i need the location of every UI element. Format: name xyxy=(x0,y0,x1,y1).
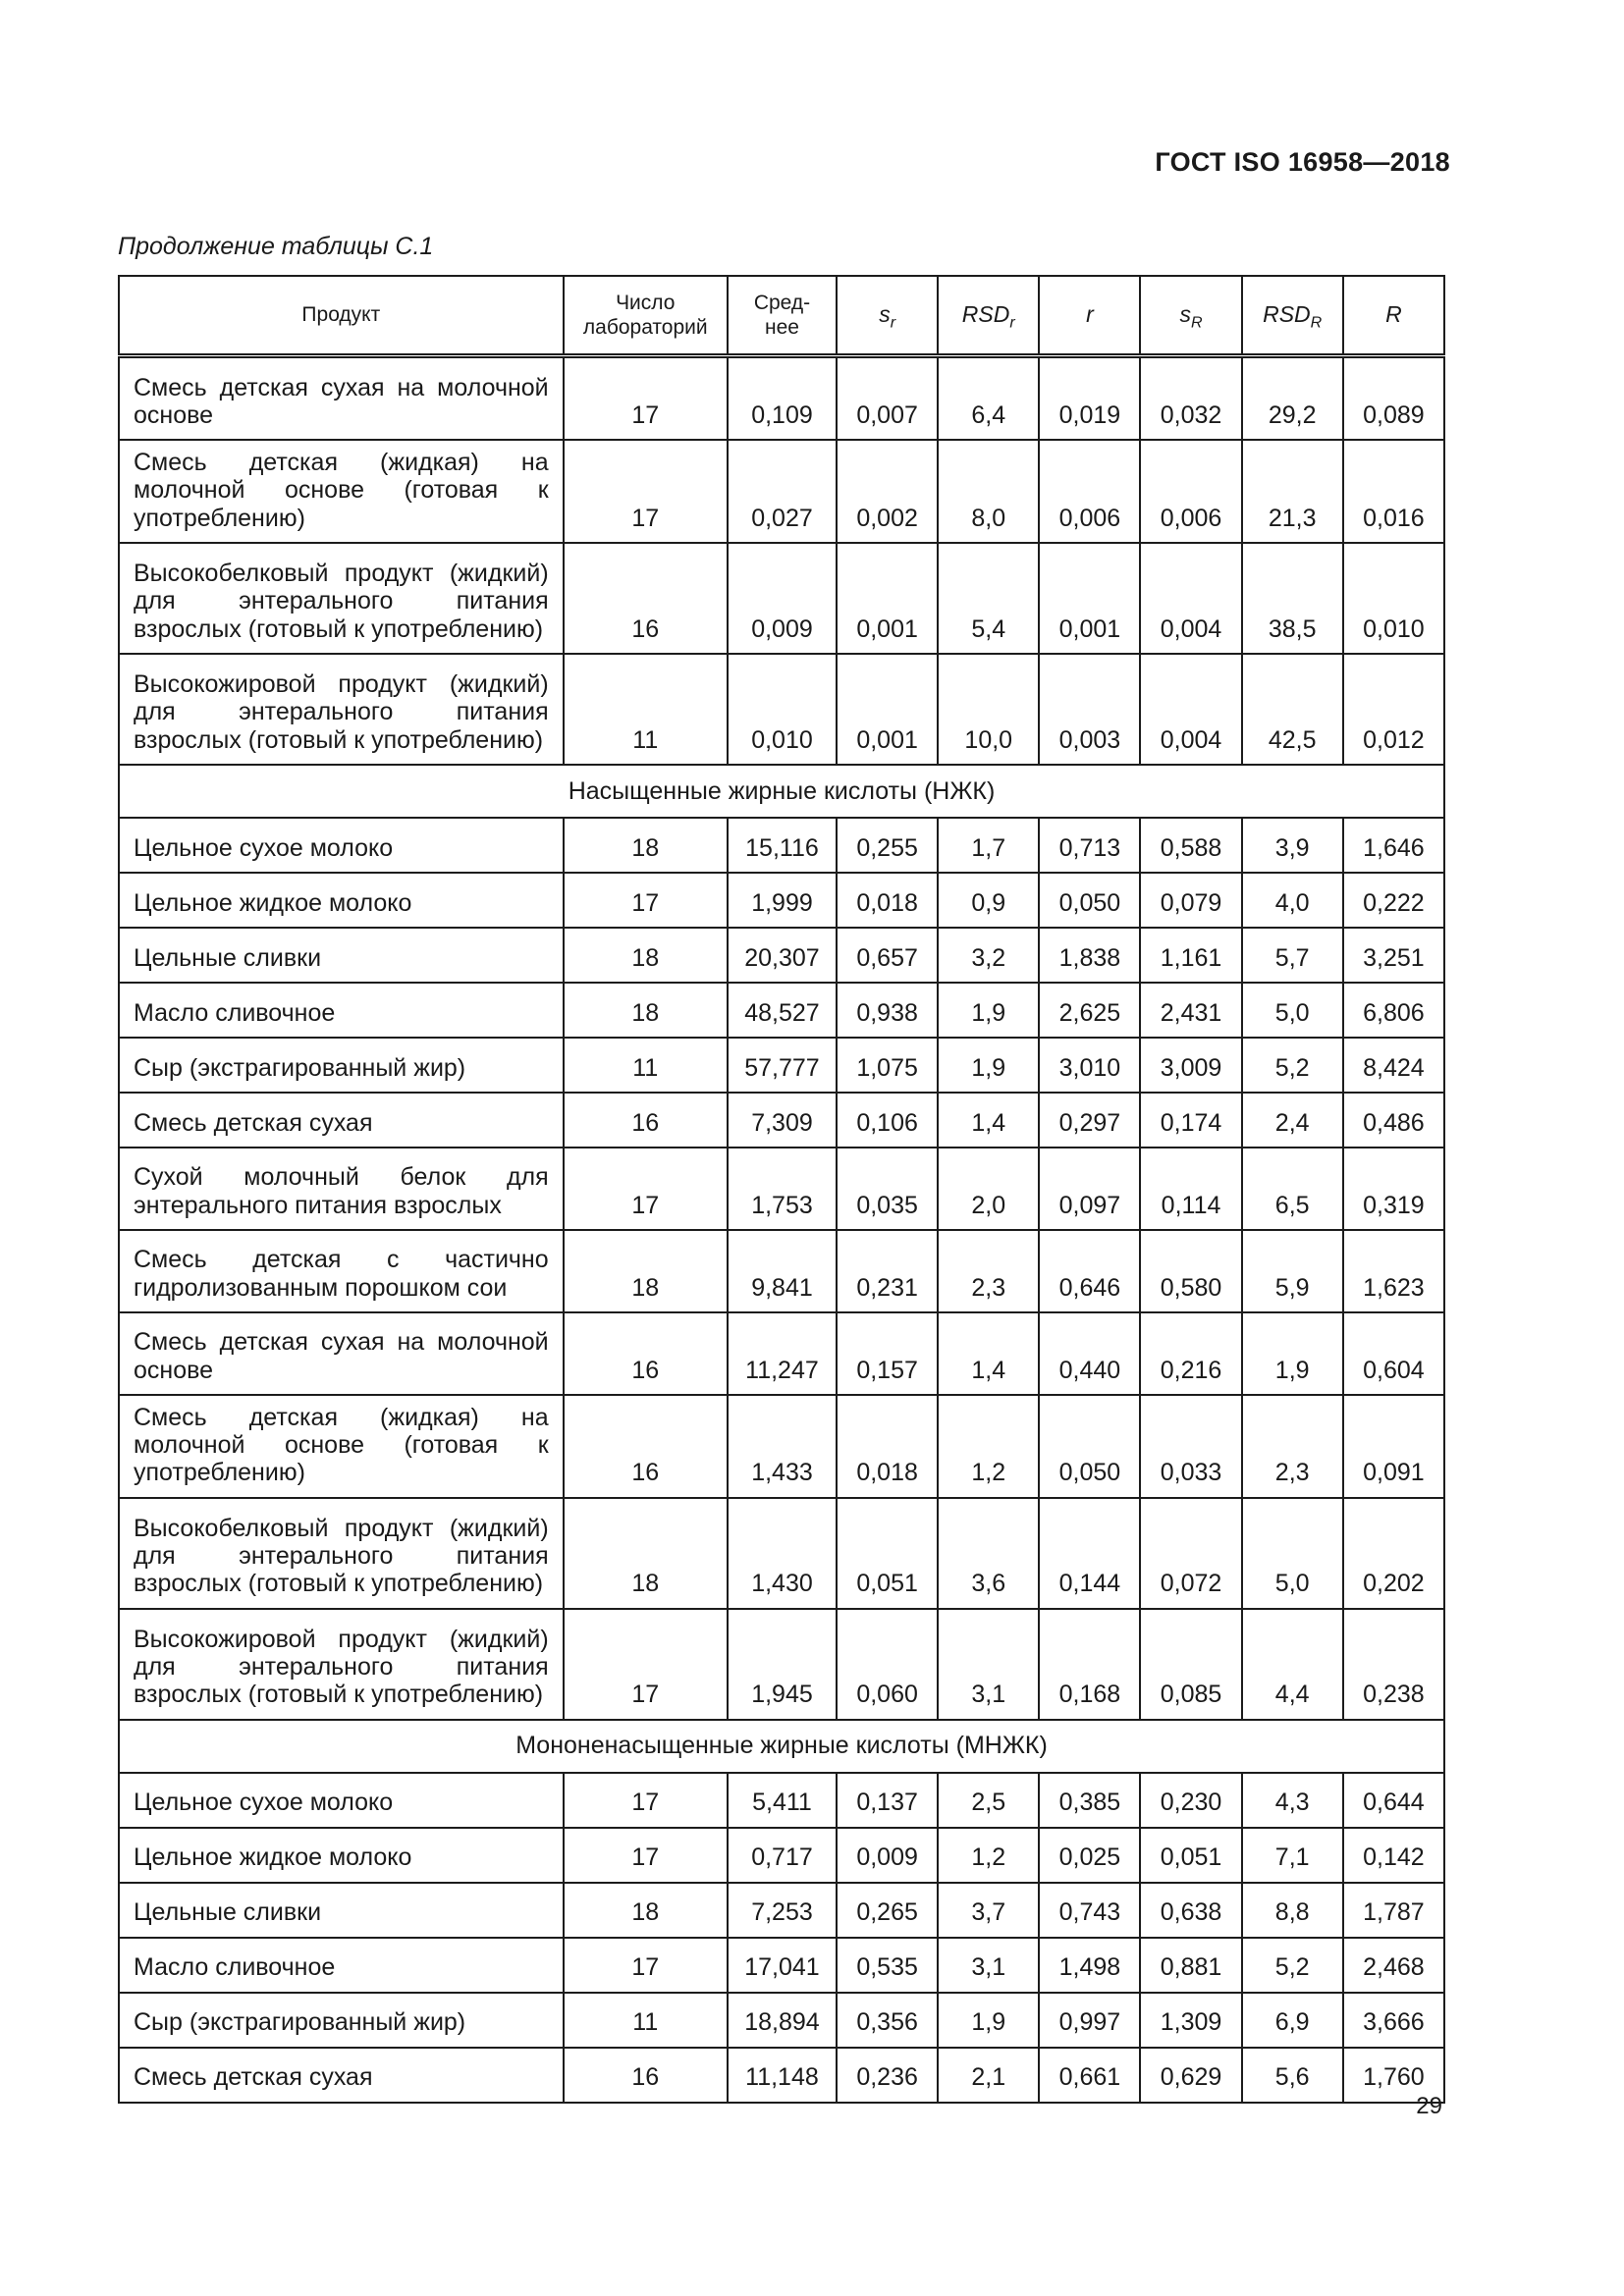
cell-R: 0,091 xyxy=(1343,1395,1444,1498)
cell-product: Смесь детская сухая на молочной основе xyxy=(119,356,564,441)
cell-mean: 0,109 xyxy=(728,356,837,441)
cell-R: 3,666 xyxy=(1343,1993,1444,2048)
col-header-rsdr: $RSD_r$ xyxy=(938,276,1039,356)
cell-rsdr: 1,4 xyxy=(938,1312,1039,1395)
cell-product: Цельное жидкое молоко xyxy=(119,1828,564,1883)
cell-sR: 0,085 xyxy=(1140,1609,1241,1720)
cell-sr: 1,075 xyxy=(837,1038,938,1093)
cell-product: Цельное сухое молоко xyxy=(119,1773,564,1828)
cell-R: 0,604 xyxy=(1343,1312,1444,1395)
cell-mean: 11,148 xyxy=(728,2048,837,2103)
cell-R: 0,089 xyxy=(1343,356,1444,441)
table-header-row xyxy=(119,276,1444,356)
cell-sr: 0,265 xyxy=(837,1883,938,1938)
cell-R: 2,468 xyxy=(1343,1938,1444,1993)
cell-rsdr: 1,9 xyxy=(938,983,1039,1038)
cell-sr: 0,938 xyxy=(837,983,938,1038)
table-body xyxy=(119,356,1444,2103)
cell-sR: 0,032 xyxy=(1140,356,1241,441)
cell-labs: 17 xyxy=(564,1938,728,1993)
cell-rsdR: 7,1 xyxy=(1242,1828,1343,1883)
cell-labs: 16 xyxy=(564,1395,728,1498)
cell-mean: 7,253 xyxy=(728,1883,837,1938)
cell-R: 3,251 xyxy=(1343,928,1444,983)
cell-mean: 20,307 xyxy=(728,928,837,983)
cell-r: 0,050 xyxy=(1039,1395,1140,1498)
cell-R: 1,623 xyxy=(1343,1230,1444,1312)
cell-sR: 0,072 xyxy=(1140,1498,1241,1609)
cell-sR: 0,004 xyxy=(1140,543,1241,654)
table-row xyxy=(119,1609,1444,1720)
cell-rsdR: 5,6 xyxy=(1242,2048,1343,2103)
cell-mean: 0,010 xyxy=(728,654,837,765)
col-header-R: R xyxy=(1343,276,1444,356)
cell-R: 0,012 xyxy=(1343,654,1444,765)
cell-sr: 0,001 xyxy=(837,654,938,765)
cell-labs: 11 xyxy=(564,654,728,765)
cell-rsdR: 6,9 xyxy=(1242,1993,1343,2048)
cell-R: 0,142 xyxy=(1343,1828,1444,1883)
cell-sR: 0,216 xyxy=(1140,1312,1241,1395)
cell-rsdR: 5,9 xyxy=(1242,1230,1343,1312)
cell-sr: 0,231 xyxy=(837,1230,938,1312)
cell-rsdR: 2,4 xyxy=(1242,1093,1343,1148)
cell-r: 0,713 xyxy=(1039,818,1140,873)
table-row xyxy=(119,2048,1444,2103)
cell-rsdR: 2,3 xyxy=(1242,1395,1343,1498)
cell-R: 1,646 xyxy=(1343,818,1444,873)
cell-sr: 0,051 xyxy=(837,1498,938,1609)
table-row xyxy=(119,1773,1444,1828)
cell-R: 0,222 xyxy=(1343,873,1444,928)
table-row xyxy=(119,1312,1444,1395)
cell-product: Сыр (экстрагированный жир) xyxy=(119,1038,564,1093)
cell-rsdr: 6,4 xyxy=(938,356,1039,441)
cell-r: 0,001 xyxy=(1039,543,1140,654)
cell-r: 0,646 xyxy=(1039,1230,1140,1312)
data-table xyxy=(118,275,1445,2104)
col-header-sr: $s_r$ xyxy=(837,276,938,356)
col-header-sR: $s_R$ xyxy=(1140,276,1241,356)
cell-sR: 3,009 xyxy=(1140,1038,1241,1093)
cell-rsdr: 1,2 xyxy=(938,1828,1039,1883)
table-row xyxy=(119,1148,1444,1230)
cell-mean: 1,433 xyxy=(728,1395,837,1498)
cell-rsdr: 3,1 xyxy=(938,1938,1039,1993)
cell-r: 0,050 xyxy=(1039,873,1140,928)
cell-rsdR: 6,5 xyxy=(1242,1148,1343,1230)
cell-rsdr: 2,5 xyxy=(938,1773,1039,1828)
cell-R: 0,010 xyxy=(1343,543,1444,654)
cell-sR: 0,174 xyxy=(1140,1093,1241,1148)
cell-product: Масло сливочное xyxy=(119,983,564,1038)
cell-sr: 0,236 xyxy=(837,2048,938,2103)
cell-r: 0,144 xyxy=(1039,1498,1140,1609)
cell-sR: 0,588 xyxy=(1140,818,1241,873)
cell-sr: 0,657 xyxy=(837,928,938,983)
cell-product: Сухой молочный белок для энтерального питания взрослых xyxy=(119,1148,564,1230)
col-header-rsdR: $RSD_R$ xyxy=(1242,276,1343,356)
cell-rsdR: 29,2 xyxy=(1242,356,1343,441)
cell-rsdR: 5,2 xyxy=(1242,1938,1343,1993)
cell-sR: 0,033 xyxy=(1140,1395,1241,1498)
cell-rsdr: 3,7 xyxy=(938,1883,1039,1938)
cell-sr: 0,157 xyxy=(837,1312,938,1395)
cell-r: 0,168 xyxy=(1039,1609,1140,1720)
page-number: 29 xyxy=(1416,2093,1442,2119)
cell-sR: 0,881 xyxy=(1140,1938,1241,1993)
cell-sr: 0,535 xyxy=(837,1938,938,1993)
cell-sr: 0,137 xyxy=(837,1773,938,1828)
table-row xyxy=(119,356,1444,441)
cell-mean: 11,247 xyxy=(728,1312,837,1395)
cell-r: 2,625 xyxy=(1039,983,1140,1038)
cell-rsdR: 8,8 xyxy=(1242,1883,1343,1938)
cell-R: 1,787 xyxy=(1343,1883,1444,1938)
cell-rsdr: 8,0 xyxy=(938,440,1039,543)
cell-sr: 0,018 xyxy=(837,873,938,928)
cell-R: 0,238 xyxy=(1343,1609,1444,1720)
cell-rsdr: 2,3 xyxy=(938,1230,1039,1312)
cell-sR: 0,629 xyxy=(1140,2048,1241,2103)
table-caption: Продолжение таблицы С.1 xyxy=(118,233,434,260)
cell-labs: 18 xyxy=(564,818,728,873)
cell-mean: 15,116 xyxy=(728,818,837,873)
cell-R: 0,319 xyxy=(1343,1148,1444,1230)
cell-mean: 0,009 xyxy=(728,543,837,654)
cell-product: Смесь детская (жидкая) на молочной основе (готовая к употреблению) xyxy=(119,1395,564,1498)
cell-product: Смесь детская сухая xyxy=(119,1093,564,1148)
cell-rsdr: 2,0 xyxy=(938,1148,1039,1230)
cell-sR: 1,161 xyxy=(1140,928,1241,983)
cell-sR: 0,079 xyxy=(1140,873,1241,928)
table-row xyxy=(119,818,1444,873)
cell-sr: 0,018 xyxy=(837,1395,938,1498)
cell-sr: 0,002 xyxy=(837,440,938,543)
cell-product: Цельные сливки xyxy=(119,928,564,983)
cell-r: 0,025 xyxy=(1039,1828,1140,1883)
cell-rsdr: 5,4 xyxy=(938,543,1039,654)
cell-mean: 18,894 xyxy=(728,1993,837,2048)
cell-rsdR: 4,4 xyxy=(1242,1609,1343,1720)
document-code: ГОСТ ISO 16958—2018 xyxy=(1155,147,1450,177)
cell-product: Высокобелковый продукт (жидкий) для энтерального питания взрослых (готовый к употреблению) xyxy=(119,1498,564,1609)
cell-r: 0,997 xyxy=(1039,1993,1140,2048)
cell-rsdR: 1,9 xyxy=(1242,1312,1343,1395)
cell-labs: 16 xyxy=(564,1312,728,1395)
cell-mean: 1,945 xyxy=(728,1609,837,1720)
cell-sr: 0,060 xyxy=(837,1609,938,1720)
cell-labs: 17 xyxy=(564,1773,728,1828)
cell-mean: 5,411 xyxy=(728,1773,837,1828)
cell-r: 0,019 xyxy=(1039,356,1140,441)
cell-rsdR: 5,0 xyxy=(1242,983,1343,1038)
table-row xyxy=(119,1498,1444,1609)
cell-r: 0,003 xyxy=(1039,654,1140,765)
section-title: Мононенасыщенные жирные кислоты (МНЖК) xyxy=(119,1720,1444,1773)
section-row xyxy=(119,1720,1444,1773)
cell-mean: 7,309 xyxy=(728,1093,837,1148)
table-row xyxy=(119,983,1444,1038)
col-header-labs: Число лабораторий xyxy=(564,276,728,356)
cell-product: Цельное сухое молоко xyxy=(119,818,564,873)
cell-labs: 18 xyxy=(564,1498,728,1609)
cell-rsdr: 3,1 xyxy=(938,1609,1039,1720)
table-row xyxy=(119,1038,1444,1093)
table-row xyxy=(119,873,1444,928)
cell-rsdr: 1,2 xyxy=(938,1395,1039,1498)
cell-sr: 0,035 xyxy=(837,1148,938,1230)
cell-rsdR: 5,0 xyxy=(1242,1498,1343,1609)
cell-rsdr: 3,6 xyxy=(938,1498,1039,1609)
cell-product: Смесь детская (жидкая) на молочной основе (готовая к употреблению) xyxy=(119,440,564,543)
cell-labs: 11 xyxy=(564,1038,728,1093)
cell-sr: 0,255 xyxy=(837,818,938,873)
cell-rsdr: 1,7 xyxy=(938,818,1039,873)
cell-r: 0,743 xyxy=(1039,1883,1140,1938)
cell-labs: 17 xyxy=(564,873,728,928)
section-row xyxy=(119,765,1444,818)
cell-rsdR: 42,5 xyxy=(1242,654,1343,765)
cell-mean: 1,999 xyxy=(728,873,837,928)
cell-r: 0,297 xyxy=(1039,1093,1140,1148)
section-title: Насыщенные жирные кислоты (НЖК) xyxy=(119,765,1444,818)
cell-sR: 1,309 xyxy=(1140,1993,1241,2048)
cell-rsdr: 10,0 xyxy=(938,654,1039,765)
cell-sr: 0,356 xyxy=(837,1993,938,2048)
cell-mean: 57,777 xyxy=(728,1038,837,1093)
cell-mean: 0,027 xyxy=(728,440,837,543)
cell-sR: 0,051 xyxy=(1140,1828,1241,1883)
cell-rsdr: 3,2 xyxy=(938,928,1039,983)
cell-rsdr: 0,9 xyxy=(938,873,1039,928)
cell-labs: 17 xyxy=(564,1828,728,1883)
cell-mean: 9,841 xyxy=(728,1230,837,1312)
cell-sr: 0,106 xyxy=(837,1093,938,1148)
cell-rsdR: 38,5 xyxy=(1242,543,1343,654)
cell-rsdR: 5,2 xyxy=(1242,1038,1343,1093)
cell-labs: 16 xyxy=(564,1093,728,1148)
cell-sR: 0,114 xyxy=(1140,1148,1241,1230)
cell-r: 0,385 xyxy=(1039,1773,1140,1828)
cell-labs: 18 xyxy=(564,928,728,983)
cell-r: 0,006 xyxy=(1039,440,1140,543)
cell-rsdR: 3,9 xyxy=(1242,818,1343,873)
cell-mean: 1,430 xyxy=(728,1498,837,1609)
cell-mean: 48,527 xyxy=(728,983,837,1038)
cell-r: 1,498 xyxy=(1039,1938,1140,1993)
cell-sR: 2,431 xyxy=(1140,983,1241,1038)
cell-labs: 17 xyxy=(564,1609,728,1720)
cell-labs: 11 xyxy=(564,1993,728,2048)
table-row xyxy=(119,1395,1444,1498)
cell-mean: 0,717 xyxy=(728,1828,837,1883)
table-row xyxy=(119,1230,1444,1312)
cell-sR: 0,230 xyxy=(1140,1773,1241,1828)
cell-product: Цельные сливки xyxy=(119,1883,564,1938)
cell-sR: 0,004 xyxy=(1140,654,1241,765)
cell-sR: 0,638 xyxy=(1140,1883,1241,1938)
cell-rsdR: 5,7 xyxy=(1242,928,1343,983)
cell-labs: 17 xyxy=(564,1148,728,1230)
cell-rsdr: 1,9 xyxy=(938,1038,1039,1093)
cell-R: 0,486 xyxy=(1343,1093,1444,1148)
cell-r: 1,838 xyxy=(1039,928,1140,983)
cell-sr: 0,009 xyxy=(837,1828,938,1883)
cell-product: Высокобелковый продукт (жидкий) для энтерального питания взрослых (готовый к употреблению) xyxy=(119,543,564,654)
col-header-r: r xyxy=(1039,276,1140,356)
cell-product: Масло сливочное xyxy=(119,1938,564,1993)
cell-product: Смесь детская с частично гидролизованным порошком сои xyxy=(119,1230,564,1312)
cell-product: Высокожировой продукт (жидкий) для энтерального питания взрослых (готовый к употреблению) xyxy=(119,1609,564,1720)
cell-product: Цельное жидкое молоко xyxy=(119,873,564,928)
cell-r: 3,010 xyxy=(1039,1038,1140,1093)
cell-R: 0,202 xyxy=(1343,1498,1444,1609)
cell-r: 0,440 xyxy=(1039,1312,1140,1395)
cell-product: Сыр (экстрагированный жир) xyxy=(119,1993,564,2048)
cell-R: 0,016 xyxy=(1343,440,1444,543)
col-header-mean: Сред- нее xyxy=(728,276,837,356)
cell-sr: 0,007 xyxy=(837,356,938,441)
table-row xyxy=(119,440,1444,543)
cell-labs: 18 xyxy=(564,1883,728,1938)
table-row xyxy=(119,1828,1444,1883)
cell-rsdR: 21,3 xyxy=(1242,440,1343,543)
cell-labs: 18 xyxy=(564,1230,728,1312)
cell-rsdr: 1,9 xyxy=(938,1993,1039,2048)
cell-labs: 17 xyxy=(564,440,728,543)
cell-rsdR: 4,0 xyxy=(1242,873,1343,928)
cell-sR: 0,580 xyxy=(1140,1230,1241,1312)
cell-R: 8,424 xyxy=(1343,1038,1444,1093)
cell-rsdr: 1,4 xyxy=(938,1093,1039,1148)
cell-R: 0,644 xyxy=(1343,1773,1444,1828)
cell-sr: 0,001 xyxy=(837,543,938,654)
cell-product: Смесь детская сухая на молочной основе xyxy=(119,1312,564,1395)
cell-rsdr: 2,1 xyxy=(938,2048,1039,2103)
cell-sR: 0,006 xyxy=(1140,440,1241,543)
cell-labs: 16 xyxy=(564,543,728,654)
table-row xyxy=(119,1938,1444,1993)
cell-product: Смесь детская сухая xyxy=(119,2048,564,2103)
cell-mean: 1,753 xyxy=(728,1148,837,1230)
cell-r: 0,661 xyxy=(1039,2048,1140,2103)
cell-labs: 17 xyxy=(564,356,728,441)
table-row xyxy=(119,1093,1444,1148)
cell-rsdR: 4,3 xyxy=(1242,1773,1343,1828)
cell-labs: 18 xyxy=(564,983,728,1038)
cell-r: 0,097 xyxy=(1039,1148,1140,1230)
cell-labs: 16 xyxy=(564,2048,728,2103)
cell-R: 1,760 xyxy=(1343,2048,1444,2103)
table-row xyxy=(119,1883,1444,1938)
table-row xyxy=(119,928,1444,983)
cell-R: 6,806 xyxy=(1343,983,1444,1038)
table-row xyxy=(119,654,1444,765)
cell-mean: 17,041 xyxy=(728,1938,837,1993)
table-row xyxy=(119,1993,1444,2048)
cell-product: Высокожировой продукт (жидкий) для энтерального питания взрослых (готовый к употреблению) xyxy=(119,654,564,765)
col-header-product: Продукт xyxy=(119,276,564,356)
table-row xyxy=(119,543,1444,654)
